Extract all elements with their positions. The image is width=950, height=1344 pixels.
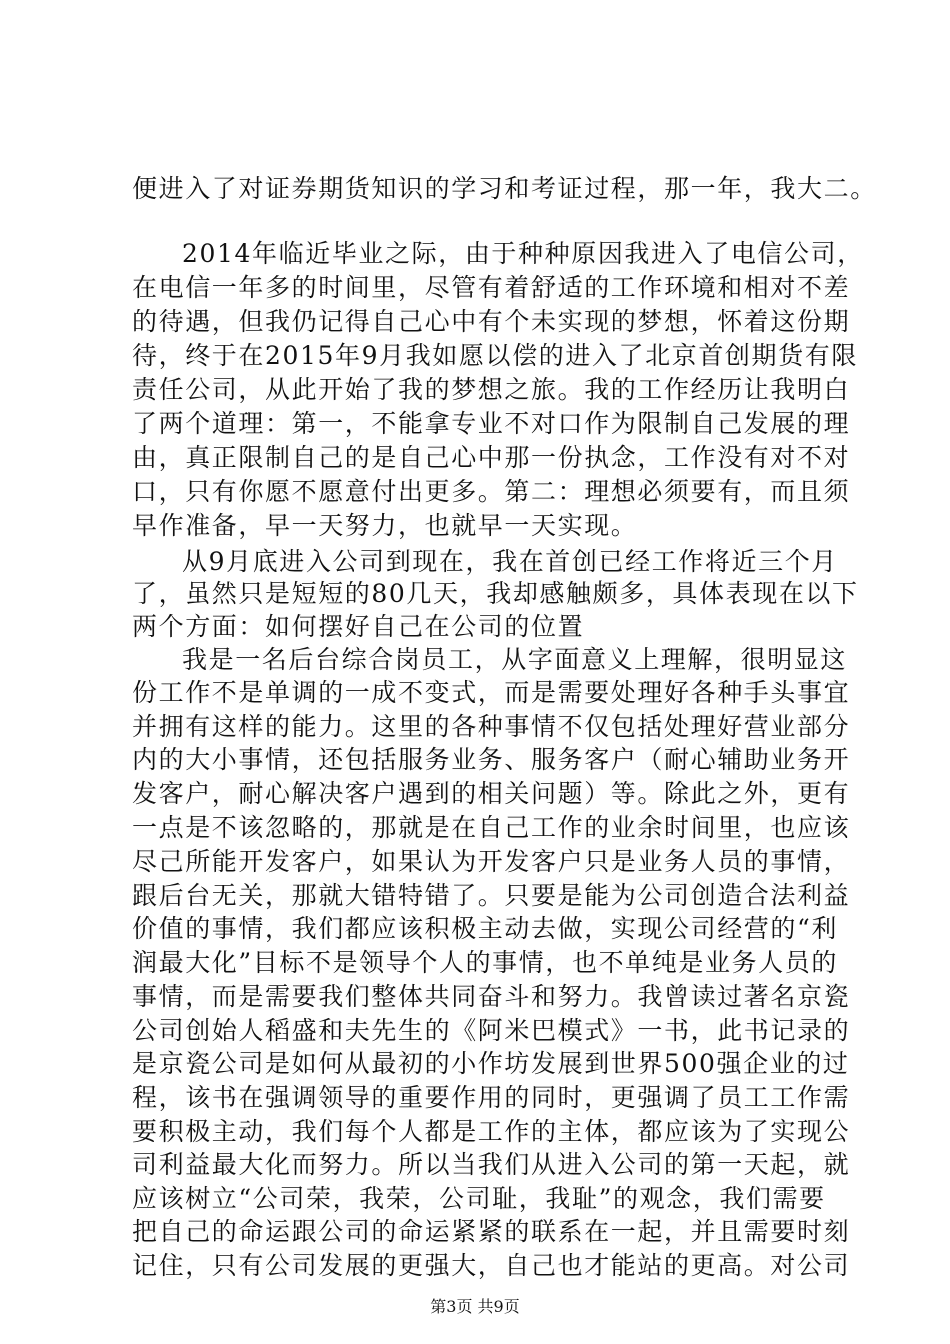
- text-line: 尽己所能开发客户，如果认为开发客户只是业务人员的事情，: [132, 847, 851, 876]
- text-line: 了，虽然只是短短的80几天，我却感触颇多，具体表现在以下: [132, 579, 859, 608]
- text-line: 司利益最大化而努力。所以当我们从进入公司的第一天起，就: [132, 1150, 851, 1179]
- text-line: 把自己的命运跟公司的命运紧紧的联系在一起，并且需要时刻: [132, 1217, 851, 1246]
- text-line: 润最大化”目标不是领导个人的事情，也不单纯是业务人员的: [132, 948, 838, 977]
- text-line: 份工作不是单调的一成不变式，而是需要处理好各种手头事宜: [132, 678, 851, 707]
- text-line: 一点是不该忽略的，那就是在自己工作的业余时间里，也应该: [132, 813, 851, 842]
- text-line: 从9月底进入公司到现在，我在首创已经工作将近三个月: [182, 547, 838, 576]
- text-line: 应该树立“公司荣，我荣，公司耻，我耻”的观念，我们需要: [132, 1184, 826, 1213]
- page-number-footer: 第3页 共9页: [430, 1297, 520, 1316]
- text-line: 程，该书在强调领导的重要作用的同时，更强调了员工工作需: [132, 1083, 851, 1112]
- text-line: 两个方面：如何摆好自己在公司的位置: [132, 612, 585, 641]
- text-line: 在电信一年多的时间里，尽管有着舒适的工作环境和相对不差: [132, 273, 851, 302]
- text-line: 公司创始人稻盛和夫先生的《阿米巴模式》一书，此书记录的: [132, 1016, 851, 1045]
- text-line: 由，真正限制自己的是自己心中那一份执念，工作没有对不对: [132, 443, 851, 472]
- text-line: 口，只有你愿不愿意付出更多。第二：理想必须要有，而且须: [132, 477, 851, 506]
- text-line: 便进入了对证券期货知识的学习和考证过程，那一年，我大二。: [132, 174, 877, 203]
- text-line: 是京瓷公司是如何从最初的小作坊发展到世界500强企业的过: [132, 1049, 850, 1078]
- text-line: 记住，只有公司发展的更强大，自己也才能站的更高。对公司: [132, 1251, 851, 1280]
- text-line: 待，终于在2015年9月我如愿以偿的进入了北京首创期货有限: [132, 341, 858, 370]
- text-line: 我是一名后台综合岗员工，从字面意义上理解，很明显这: [182, 645, 848, 674]
- text-line: 要积极主动，我们每个人都是工作的主体，都应该为了实现公: [132, 1117, 851, 1146]
- text-line: 并拥有这样的能力。这里的各种事情不仅包括处理好营业部分: [132, 712, 851, 741]
- text-line: 发客户，耐心解决客户遇到的相关问题）等。除此之外，更有: [132, 779, 851, 808]
- text-line: 的待遇，但我仍记得自己心中有个未实现的梦想，怀着这份期: [132, 307, 851, 336]
- text-line: 了两个道理：第一，不能拿专业不对口作为限制自己发展的理: [132, 409, 851, 438]
- text-line: 事情，而是需要我们整体共同奋斗和努力。我曾读过著名京瓷: [132, 982, 851, 1011]
- text-line: 责任公司，从此开始了我的梦想之旅。我的工作经历让我明白: [132, 375, 851, 404]
- text-line: 早作准备，早一天努力，也就早一天实现。: [132, 511, 638, 540]
- text-line: 价值的事情，我们都应该积极主动去做，实现公司经营的“利: [132, 914, 838, 943]
- text-line: 2014年临近毕业之际，由于种种原因我进入了电信公司，: [182, 239, 864, 268]
- text-line: 跟后台无关，那就大错特错了。只要是能为公司创造合法利益: [132, 881, 851, 910]
- text-line: 内的大小事情，还包括服务业务、服务客户（耐心辅助业务开: [132, 745, 851, 774]
